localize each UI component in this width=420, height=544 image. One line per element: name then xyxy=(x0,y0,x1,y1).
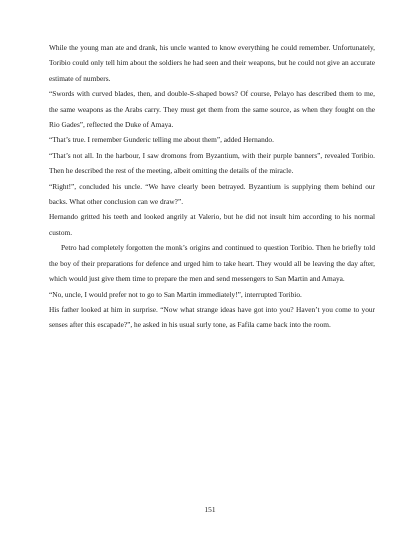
paragraph-7: Petro had completely forgotten the monk’s origins and continued to question Toribio. Then he briefly told the boy of their preparations for defence and urged him to take heart. They would all be leaving the day after, which would just give them time to prepare the men and send messengers to San Martin and Amaya. xyxy=(49,243,375,284)
paragraph-6: Hernando gritted his teeth and looked angrily at Valerio, but he did not insult him according to his normal custom. xyxy=(49,212,375,237)
paragraph-8: “No, uncle, I would prefer not to go to San Martin immediately!”, interrupted Toribio. xyxy=(49,289,302,299)
paragraph-9: His father looked at him in surprise. “Now what strange ideas have got into you? Haven’t you come to your senses after this escapade?”, he asked in his usual surly tone, as Fafila came back into the room. xyxy=(49,304,375,330)
paragraph-5: “Right!”, concluded his uncle. “We have clearly been betrayed. Byzantium is supplying them behind our backs. What other conclusion can we draw?”. xyxy=(49,181,375,207)
paragraph-3: “That’s true. I remember Gunderic telling me about them”, added Hernando. xyxy=(49,135,274,145)
paragraph-4: “That’s not all. In the harbour, I saw dromons from Byzantium, with their purple banners”, revealed Toribio. Then he described the rest of the meeting, albeit omitting the details of the miracle. xyxy=(49,150,375,176)
paragraph-2: “Swords with curved blades, then, and double-S-shaped bows? Of course, Pelayo has described them to me, the same weapons as the Arabs carry. They must get them from the same source, as when they fought on the Rio Gades”, reflected the Duke of Amaya. xyxy=(49,89,375,130)
body-text xyxy=(49,40,375,333)
paragraph-1: While the young man ate and drank, his uncle wanted to know everything he could remember. Unfortunately, Toribio could only tell him about the soldiers he had seen and their weapons, but he could not give an accurate estimate of numbers. xyxy=(49,43,375,83)
page-number: 151 xyxy=(204,505,216,514)
